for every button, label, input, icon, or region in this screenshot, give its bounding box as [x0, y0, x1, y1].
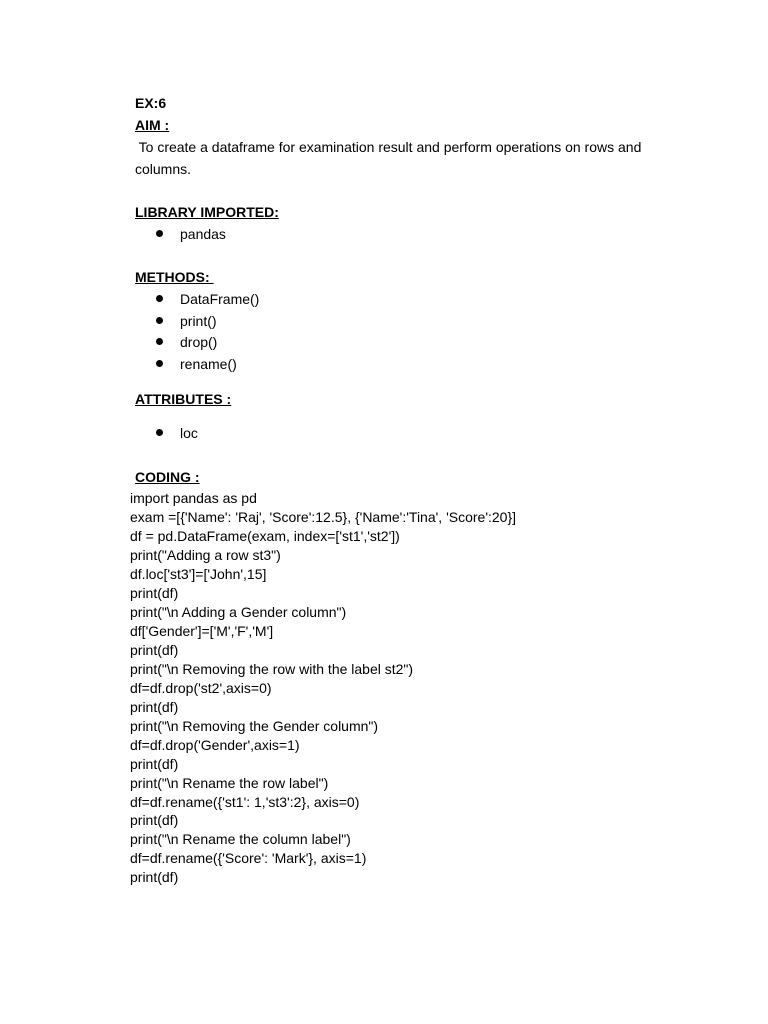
method-item: rename() — [180, 356, 237, 372]
code-line: exam =[{'Name': 'Raj', 'Score':12.5}, {'Name':'Tina', 'Score':20}] — [130, 509, 517, 525]
code-line: print(df) — [130, 642, 179, 658]
code-line: print(df) — [130, 812, 179, 828]
methods-heading: METHODS: — [135, 269, 214, 285]
code-line: df=df.rename({'st1': 1,'st3':2}, axis=0) — [130, 794, 360, 810]
code-line: print("\n Adding a Gender column") — [130, 604, 347, 620]
aim-text-line-2: columns. — [135, 161, 192, 177]
method-item: DataFrame() — [180, 291, 260, 307]
code-line: print("\n Removing the Gender column") — [130, 718, 379, 734]
attribute-item: loc — [180, 425, 198, 441]
code-line: print(df) — [130, 756, 179, 772]
code-line: df = pd.DataFrame(exam, index=['st1','st2']) — [130, 528, 400, 544]
code-line: df=df.drop('Gender',axis=1) — [130, 737, 300, 753]
bullet-icon — [156, 338, 163, 345]
coding-heading: CODING : — [135, 469, 200, 485]
method-item: print() — [180, 313, 217, 329]
code-line: df=df.rename({'Score': 'Mark'}, axis=1) — [130, 850, 367, 866]
code-line: print("\n Rename the column label") — [130, 831, 351, 847]
code-line: print(df) — [130, 699, 179, 715]
bullet-icon — [156, 230, 163, 237]
code-line: df.loc['st3']=['John',15] — [130, 566, 267, 582]
code-line: df['Gender']=['M','F','M'] — [130, 623, 274, 639]
code-line: import pandas as pd — [130, 490, 257, 506]
code-line: print("\n Removing the row with the label st2") — [130, 661, 414, 677]
bullet-icon — [156, 317, 163, 324]
code-line: print(df) — [130, 869, 179, 885]
code-line: print("\n Rename the row label") — [130, 775, 329, 791]
exercise-title: EX:6 — [135, 95, 167, 111]
bullet-icon — [156, 295, 163, 302]
aim-heading: AIM : — [135, 117, 170, 133]
bullet-icon — [156, 360, 163, 367]
bullet-icon — [156, 429, 163, 436]
code-line: print(df) — [130, 585, 179, 601]
library-item: pandas — [180, 226, 226, 242]
code-line: print("Adding a row st3") — [130, 547, 281, 563]
method-item: drop() — [180, 334, 218, 350]
attributes-heading: ATTRIBUTES : — [135, 391, 232, 407]
library-heading: LIBRARY IMPORTED: — [135, 204, 279, 220]
aim-text-line-1: To create a dataframe for examination result and perform operations on rows and — [135, 139, 642, 155]
code-line: df=df.drop('st2',axis=0) — [130, 680, 272, 696]
